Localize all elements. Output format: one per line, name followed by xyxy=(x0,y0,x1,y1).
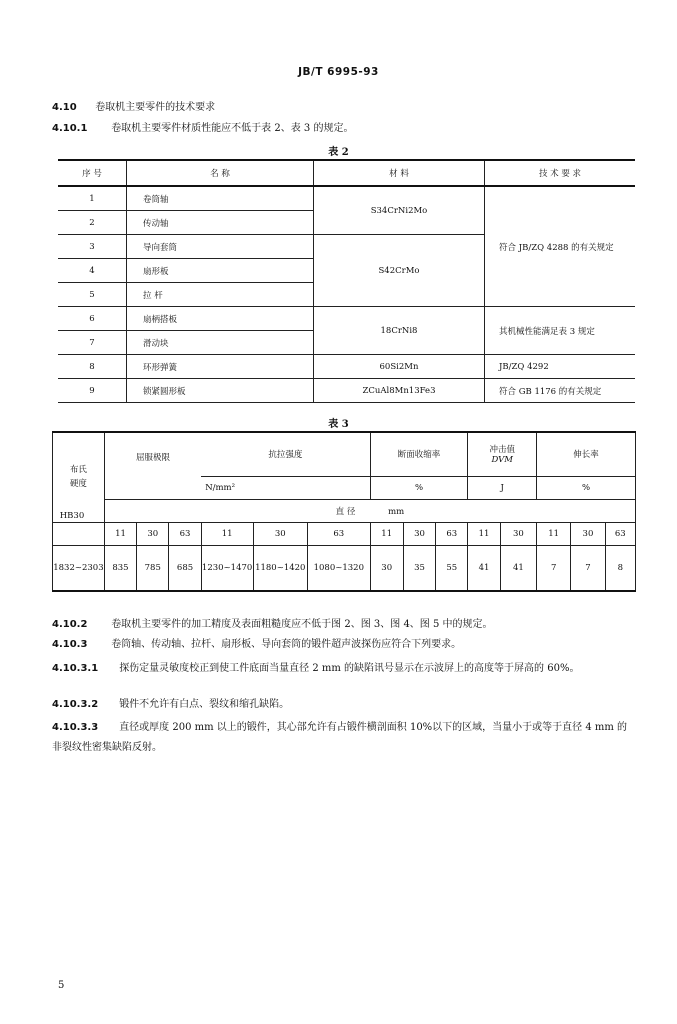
row-name: 传动轴 xyxy=(127,211,314,235)
data-cell: 1832~2303 xyxy=(53,545,105,591)
data-cell: 1230~1470 xyxy=(201,545,253,591)
header-impact-unit: DVM xyxy=(491,455,513,466)
clause-text: 直径或厚度 200 mm 以上的锻件，其心部允许有占锻件横剖面积 10%以下的区域，当量小于或等于直径 4 mm 的非裂纹性密集缺陷反射。 xyxy=(52,722,628,753)
table-3 xyxy=(52,431,636,592)
clause-text: 卷筒轴、传动轴、拉杆、扇形板、导向套筒的锻件超声波探伤应符合下列要求。 xyxy=(111,639,462,650)
size-cell: 11 xyxy=(201,522,253,545)
clause-4-10-2 xyxy=(52,618,637,631)
section-title: 卷取机主要零件的技术要求 xyxy=(95,102,216,113)
size-cell: 30 xyxy=(403,522,435,545)
requirement-cell: 符合 JB/ZQ 4288 的有关规定 xyxy=(485,186,636,307)
header-impact-label: 冲击值 xyxy=(489,445,515,456)
size-cell: 63 xyxy=(169,522,201,545)
clause-number: 4.10.3 xyxy=(52,639,88,650)
size-cell: 30 xyxy=(253,522,307,545)
header-reduction: 断面收缩率 xyxy=(370,432,468,476)
table2-caption: 表 2 xyxy=(328,147,349,158)
clause-4-10-1 xyxy=(52,122,637,135)
table3-size-row xyxy=(53,522,636,545)
row-no: 1 xyxy=(58,186,127,211)
row-no: 6 xyxy=(58,307,127,331)
size-cell: 11 xyxy=(104,522,136,545)
table2-header-row xyxy=(58,160,635,186)
row-name: 环形弹簧 xyxy=(127,355,314,379)
data-cell: 55 xyxy=(436,545,468,591)
size-cell: 11 xyxy=(537,522,571,545)
row-no: 8 xyxy=(58,355,127,379)
row-no: 7 xyxy=(58,331,127,355)
data-cell: 685 xyxy=(169,545,201,591)
diameter-unit: mm xyxy=(388,506,405,517)
table3-header-row xyxy=(53,432,636,476)
clause-number: 4.10.3.2 xyxy=(52,699,99,710)
page-header: JB/T 6995-93 xyxy=(298,66,379,78)
section-4-10 xyxy=(52,101,637,114)
data-cell: 41 xyxy=(468,545,500,591)
requirement-cell: JB/ZQ 4292 xyxy=(485,355,636,379)
header-impact xyxy=(468,432,537,476)
size-cell: 30 xyxy=(571,522,605,545)
table3-caption: 表 3 xyxy=(328,419,349,430)
header-brinell xyxy=(53,432,105,522)
material-cell: S34CrNi2Mo xyxy=(314,186,485,235)
size-cell: 63 xyxy=(308,522,371,545)
row-name: 拉 杆 xyxy=(127,283,314,307)
clause-text: 卷取机主要零件的加工精度及表面粗糙度应不低于图 2、图 3、图 4、图 5 中的规定。 xyxy=(111,619,493,630)
row-no: 2 xyxy=(58,211,127,235)
data-cell: 835 xyxy=(104,545,136,591)
header-tensile: 抗拉强度 xyxy=(201,432,370,476)
unit-joule: J xyxy=(468,476,537,499)
hb30-label: HB30 xyxy=(54,511,90,521)
clause-4-10-3-1 xyxy=(52,659,637,679)
clause-4-10-3 xyxy=(52,638,637,651)
material-cell: 18CrNi8 xyxy=(314,307,485,355)
table-row xyxy=(58,307,635,331)
table-row xyxy=(58,355,635,379)
table-2 xyxy=(58,159,635,403)
size-cell: 63 xyxy=(605,522,635,545)
size-cell: 30 xyxy=(137,522,169,545)
material-cell: 60Si2Mn xyxy=(314,355,485,379)
data-cell: 8 xyxy=(605,545,635,591)
unit-nmm: N/mm² xyxy=(201,476,370,499)
clause-text: 锻件不允许有白点、裂纹和缩孔缺陷。 xyxy=(119,699,290,710)
section-number: 4.10 xyxy=(52,102,77,113)
table3-data-row xyxy=(53,545,636,591)
page-number: 5 xyxy=(58,980,65,991)
col-header-name: 名 称 xyxy=(127,160,314,186)
table-row xyxy=(58,379,635,403)
clause-4-10-3-2 xyxy=(52,698,637,711)
row-no: 9 xyxy=(58,379,127,403)
data-cell: 785 xyxy=(137,545,169,591)
diameter-text: 直 径 xyxy=(335,506,356,517)
row-name: 滑动块 xyxy=(127,331,314,355)
size-cell: 11 xyxy=(468,522,500,545)
size-cell: 30 xyxy=(500,522,536,545)
header-brinell-text: 布氏硬度 xyxy=(69,465,87,490)
clause-number: 4.10.3.3 xyxy=(52,722,99,733)
requirement-cell: 符合 GB 1176 的有关规定 xyxy=(485,379,636,403)
data-cell: 7 xyxy=(571,545,605,591)
col-header-no: 序 号 xyxy=(58,160,127,186)
clause-text: 探伤定量灵敏度校正到使工件底面当量直径 2 mm 的缺陷讯号显示在示波屏上的高度等于屏高的 60%。 xyxy=(119,663,580,674)
table3-diameter-row xyxy=(53,499,636,522)
data-cell: 1080~1320 xyxy=(308,545,371,591)
clause-number: 4.10.2 xyxy=(52,619,88,630)
size-blank xyxy=(53,522,105,545)
data-cell: 7 xyxy=(537,545,571,591)
data-cell: 35 xyxy=(403,545,435,591)
clause-text: 卷取机主要零件材质性能应不低于表 2、表 3 的规定。 xyxy=(111,123,354,134)
unit-percent: % xyxy=(537,476,636,499)
row-name: 卷筒轴 xyxy=(127,186,314,211)
clause-number: 4.10.1 xyxy=(52,123,88,134)
size-cell: 63 xyxy=(436,522,468,545)
header-yield: 屈服极限 xyxy=(104,432,201,499)
size-cell: 11 xyxy=(370,522,403,545)
row-name: 锁紧圆形板 xyxy=(127,379,314,403)
material-cell: S42CrMo xyxy=(314,235,485,307)
clause-4-10-3-3 xyxy=(52,718,637,758)
requirement-cell: 其机械性能满足表 3 规定 xyxy=(485,307,636,355)
col-header-requirement: 技 术 要 求 xyxy=(485,160,636,186)
unit-percent: % xyxy=(370,476,468,499)
data-cell: 30 xyxy=(370,545,403,591)
table-row xyxy=(58,186,635,211)
row-name: 扇柄搭板 xyxy=(127,307,314,331)
diameter-label xyxy=(104,499,635,522)
row-no: 3 xyxy=(58,235,127,259)
row-name: 扇形板 xyxy=(127,259,314,283)
row-no: 5 xyxy=(58,283,127,307)
data-cell: 41 xyxy=(500,545,536,591)
clause-number: 4.10.3.1 xyxy=(52,663,99,674)
material-cell: ZCuAl8Mn13Fe3 xyxy=(314,379,485,403)
col-header-material: 材 料 xyxy=(314,160,485,186)
data-cell: 1180~1420 xyxy=(253,545,307,591)
header-elongation: 伸长率 xyxy=(537,432,636,476)
row-no: 4 xyxy=(58,259,127,283)
row-name: 导向套筒 xyxy=(127,235,314,259)
